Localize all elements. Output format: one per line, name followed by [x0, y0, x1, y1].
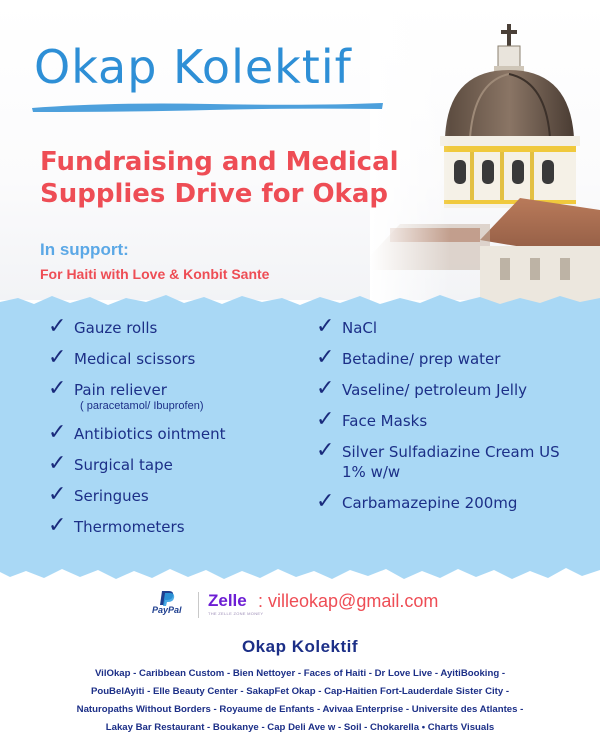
supply-label: NaCl	[342, 319, 378, 337]
list-item	[316, 376, 586, 401]
supplies-list-left	[48, 314, 298, 548]
list-item	[316, 314, 586, 339]
paypal-logo	[146, 590, 190, 620]
check-icon: ✓	[316, 438, 335, 463]
supplies-list-right	[316, 314, 586, 524]
zelle-logo	[208, 590, 262, 620]
supply-label: Silver Sulfadiazine Cream US 1% w/w	[342, 443, 560, 481]
list-item	[316, 489, 586, 514]
partners-list	[14, 665, 586, 737]
support-orgs: For Haiti with Love & Konbit Sante	[40, 266, 270, 282]
headline-line-2: Supplies Drive for Okap	[40, 179, 388, 209]
supply-label: Seringues	[74, 487, 149, 505]
partners-line-2: PouBelAyiti - Elle Beauty Center - SakapFet Okap - Cap-Haitien Fort-Lauderdale Sister City -	[90, 686, 510, 697]
supply-label: Medical scissors	[74, 350, 196, 368]
check-icon: ✓	[48, 420, 67, 445]
zelle-label: Zelle	[208, 591, 247, 610]
list-item	[48, 314, 298, 339]
support-label: In support:	[40, 240, 129, 259]
supply-label: Thermometers	[74, 518, 185, 536]
partners-line-1: VilOkap - Caribbean Custom - Bien Nettoyer - Faces of Haiti - Dr Love Live - AyitiBooking -	[94, 668, 506, 679]
partners-line-3: Naturopaths Without Borders - Royaume de Enfants - Avivaa Enterprise - Universite des Atlantes -	[76, 704, 524, 715]
check-icon: ✓	[316, 314, 335, 339]
supply-label: Pain reliever	[74, 381, 167, 399]
list-item	[48, 513, 298, 538]
paypal-label: PayPal	[152, 605, 182, 615]
list-item	[48, 376, 298, 413]
check-icon: ✓	[316, 407, 335, 432]
supply-label: Gauze rolls	[74, 319, 158, 337]
list-item	[48, 345, 298, 370]
supply-label: Vaseline/ petroleum Jelly	[342, 381, 528, 399]
supply-label: Surgical tape	[74, 456, 173, 474]
supply-label: Carbamazepine 200mg	[342, 494, 518, 512]
list-item	[48, 451, 298, 476]
brush-underline	[30, 98, 385, 114]
list-item	[48, 482, 298, 507]
headline	[40, 146, 460, 210]
paypal-icon	[158, 590, 176, 606]
footer-title: Okap Kolektif	[241, 637, 359, 656]
list-item	[316, 407, 586, 432]
brand-title: Okap Kolektif	[34, 40, 352, 94]
list-item	[316, 438, 586, 482]
supply-label: Face Masks	[342, 412, 428, 430]
supply-sublabel: ( paracetamol/ Ibuprofen)	[80, 400, 204, 412]
check-icon: ✓	[316, 376, 335, 401]
check-icon: ✓	[316, 489, 335, 514]
check-icon: ✓	[316, 345, 335, 370]
divider	[198, 592, 199, 618]
list-item	[48, 420, 298, 445]
check-icon: ✓	[48, 513, 67, 538]
partners-line-4: Lakay Bar Restaurant - Boukanye - Cap Deli Ave w - Soil - Chokarella • Charts Visuals	[105, 722, 495, 733]
supply-label: Antibiotics ointment	[74, 425, 226, 443]
payment-email: : villeokap@gmail.com	[258, 591, 439, 611]
check-icon: ✓	[48, 451, 67, 476]
zelle-tagline: THE ZELLE ZONE MONEY	[208, 611, 264, 616]
headline-line-1: Fundraising and Medical	[40, 147, 399, 177]
check-icon: ✓	[48, 314, 67, 339]
list-item	[316, 345, 586, 370]
check-icon: ✓	[48, 482, 67, 507]
check-icon: ✓	[48, 376, 67, 401]
check-icon: ✓	[48, 345, 67, 370]
supply-label: Betadine/ prep water	[342, 350, 501, 368]
payment-row	[146, 590, 466, 620]
